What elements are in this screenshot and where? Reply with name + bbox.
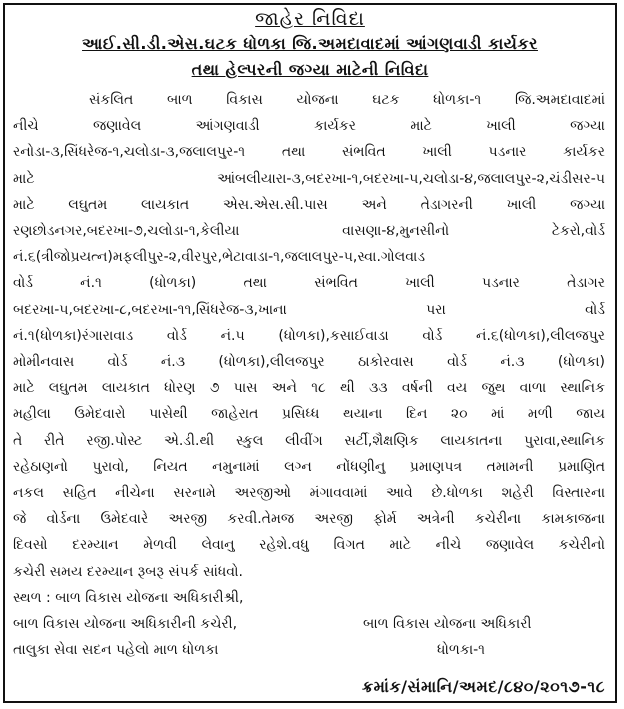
notice-heading-line-1: આઈ.સી.ડી.એસ.ઘટક ધોળકા જિ.અમદાવાદમાં આંગણવાડી કાર્યકર [82, 34, 538, 53]
body-line: નં.૬(ત્રીજોપ્રયત્ન)મફલીપુર-૨,વીરપુર,ભેટાવાડા-૧,જલાલપુર-૫,સ્વા.ગોલવાડ [13, 249, 426, 266]
public-notice [3, 3, 617, 703]
body-line: મોમીનવાસ વોર્ડ નં.૩ (ધોળકા),લીલજપુર ઠાકોરવાસ વોર્ડ નં.૩ (ધોળકા) [13, 354, 605, 371]
body-line: નં.૧(ધોળકા)રંગારાવાડ વોર્ડ નં.૫ (ધોળકા),કસાઈવાડા વોર્ડ નં.૬(ધોળકા),લીલજપુર [13, 327, 605, 344]
body-line: રનોડા-૩,સિંધરેજ-૧,ચલોડા-૩,જલાલપુર-૧ તથા સંભવિત ખાલી પડનાર કાર્યકર [13, 144, 605, 161]
notice-body [5, 87, 615, 585]
body-line: દિવસો દરમ્યાન મેળવી લેવાનુ રહેશે.વધુ વિગત માટે નીચે જણાવેલ કચેરીનો [13, 537, 605, 554]
body-line: તે રીતે રજી.પોસ્ટ એ.ડી.થી સ્કુલ લીવીંગ સર્ટી,શૈક્ષણિક લાયકાતના પુરાવા,સ્થાનિક [13, 432, 605, 449]
notice-footer [5, 585, 615, 675]
body-line: રણછોડનગર,બદરખા-૭,ચલોડા-૧,કેલીયા વાસણા-૪,મુનસીનો ટેકરો,વોર્ડ [13, 223, 605, 240]
notice-heading-line-2: તથા હેલ્પરની જગ્યા માટેની નિવિદા [191, 60, 429, 79]
body-line: માટે લઘુતમ લાયકાત એસ.એસ.સી.પાસ અને તેડાગરની ખાલી જગ્યા [13, 196, 605, 213]
body-line: મહીલા ઉમેદવારો પાસેથી જાહેરાત પ્રસિધ્ધ થયાના દિન ૨૦ માં મળી જાય [13, 406, 605, 423]
body-line: વોર્ડ નં.૧ (ધોળકા) તથા સંભવિત ખાલી પડનાર તેડાગર [13, 275, 605, 292]
signature-place: ધોળકા-૧ [437, 641, 486, 658]
body-line: રહેઠાણનો પુરાવો, નિયત નમુનામાં લગ્ન નોંધણીનુ પ્રમાણપત્ર તમામની પ્રમાણિત [13, 458, 605, 475]
notice-title: જાહેર નિવિદા [255, 8, 365, 30]
body-line: બદરખા-૫,બદરખા-૮,બદરખા-૧૧,સિંધરેજ-૩,ખાના પરા વોર્ડ [13, 301, 605, 318]
order-number: ક્રમાંક/સંમાનિ/અમદ/૮૪૦/૨૦૧૭-૧૮ [361, 677, 605, 696]
body-line: સંકલિત બાળ વિકાસ યોજના ઘટક ધોળકા-૧ જિ.અમદાવાદમાં [89, 92, 605, 108]
body-line: નીચે જણાવેલ આંગણવાડી કાર્યકર માટે ખાલી જગ્યા [13, 118, 605, 135]
body-line: કચેરી સમય દરમ્યાન રૂબરૂ સંપર્ક સાંધવો. [13, 563, 243, 580]
address-line-place: સ્થળ : બાળ વિકાસ યોજના અધિકારીશ્રી, [13, 589, 244, 606]
body-line: માટે લઘુતમ લાયકાત ધોરણ ૭ પાસ અને ૧૮ થી ૩૩ વર્ષની વય જુથ વાળા સ્થાનિક [13, 380, 605, 397]
signature-title: બાળ વિકાસ યોજના અધિકારી [363, 615, 532, 632]
body-line: માટે આંબલીયારા-૩,બદરખા-૧,બદરખા-૫,ચલોડા-૪,જલાલપુર-૨,ચંડીસર-૫ [13, 170, 605, 187]
body-line: જે વોર્ડના ઉમેદવારે અરજી કરવી.તેમજ અરજી ફોર્મ અત્રેની કચેરીના કામકાજના [13, 511, 605, 528]
address-line-building: તાલુકા સેવા સદન પહેલો માળ ધોળકા [13, 641, 219, 658]
body-line: નકલ સહિત નીચેના સરનામે અરજીઓ મંગાવવામાં આવે છે.ધોળકા શહેરી વિસ્તારના [13, 485, 605, 502]
address-line-office: બાળ વિકાસ યોજના અધિકારીની કચેરી, [13, 615, 238, 632]
